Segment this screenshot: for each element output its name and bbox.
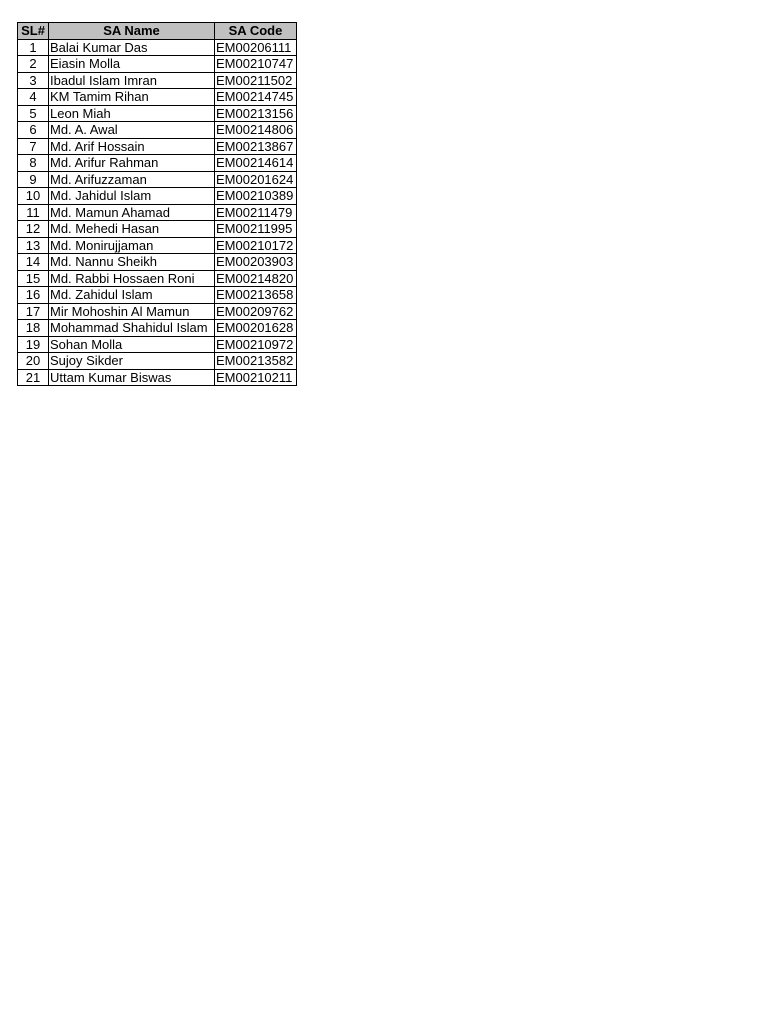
- cell-sl: 19: [18, 336, 49, 353]
- cell-sa-name: Mohammad Shahidul Islam: [49, 320, 215, 337]
- sa-list-table: [17, 22, 297, 386]
- cell-sa-code: EM00211479: [215, 204, 297, 221]
- table-row: [18, 353, 297, 370]
- cell-sa-name: Uttam Kumar Biswas: [49, 369, 215, 386]
- cell-sa-name: Md. Mehedi Hasan: [49, 221, 215, 238]
- cell-sa-name: Ibadul Islam Imran: [49, 72, 215, 89]
- table-row: [18, 188, 297, 205]
- table-row: [18, 105, 297, 122]
- cell-sa-code: EM00210389: [215, 188, 297, 205]
- cell-sl: 13: [18, 237, 49, 254]
- cell-sl: 18: [18, 320, 49, 337]
- cell-sa-code: EM00214745: [215, 89, 297, 106]
- cell-sl: 6: [18, 122, 49, 139]
- cell-sl: 4: [18, 89, 49, 106]
- header-sa-name: SA Name: [49, 23, 215, 40]
- cell-sl: 8: [18, 155, 49, 172]
- table-row: [18, 155, 297, 172]
- cell-sa-name: Md. Zahidul Islam: [49, 287, 215, 304]
- cell-sa-name: Mir Mohoshin Al Mamun: [49, 303, 215, 320]
- cell-sa-code: EM00206111: [215, 39, 297, 56]
- cell-sl: 11: [18, 204, 49, 221]
- table-row: [18, 336, 297, 353]
- table-body: [18, 39, 297, 386]
- cell-sa-code: EM00210172: [215, 237, 297, 254]
- cell-sl: 16: [18, 287, 49, 304]
- cell-sa-code: EM00214820: [215, 270, 297, 287]
- cell-sa-code: EM00214806: [215, 122, 297, 139]
- cell-sa-name: Md. Mamun Ahamad: [49, 204, 215, 221]
- cell-sa-code: EM00213658: [215, 287, 297, 304]
- header-sl: SL#: [18, 23, 49, 40]
- table-row: [18, 204, 297, 221]
- table-row: [18, 270, 297, 287]
- cell-sa-name: Md. Arifuzzaman: [49, 171, 215, 188]
- cell-sa-name: Md. Arifur Rahman: [49, 155, 215, 172]
- cell-sa-code: EM00201624: [215, 171, 297, 188]
- table-row: [18, 138, 297, 155]
- header-row: [18, 23, 297, 40]
- cell-sl: 17: [18, 303, 49, 320]
- cell-sl: 12: [18, 221, 49, 238]
- table-header: [18, 23, 297, 40]
- cell-sa-name: Md. Monirujjaman: [49, 237, 215, 254]
- cell-sa-name: Sujoy Sikder: [49, 353, 215, 370]
- cell-sl: 5: [18, 105, 49, 122]
- cell-sa-name: Md. Rabbi Hossaen Roni: [49, 270, 215, 287]
- table-row: [18, 221, 297, 238]
- table-row: [18, 171, 297, 188]
- cell-sl: 15: [18, 270, 49, 287]
- table-row: [18, 56, 297, 73]
- cell-sa-code: EM00209762: [215, 303, 297, 320]
- cell-sl: 3: [18, 72, 49, 89]
- table-row: [18, 237, 297, 254]
- table-row: [18, 287, 297, 304]
- cell-sl: 20: [18, 353, 49, 370]
- cell-sa-code: EM00210211: [215, 369, 297, 386]
- cell-sa-name: Leon Miah: [49, 105, 215, 122]
- table-row: [18, 122, 297, 139]
- table-row: [18, 369, 297, 386]
- cell-sa-code: EM00213156: [215, 105, 297, 122]
- cell-sa-code: EM00210972: [215, 336, 297, 353]
- header-sa-code: SA Code: [215, 23, 297, 40]
- cell-sa-code: EM00211995: [215, 221, 297, 238]
- cell-sa-name: Sohan Molla: [49, 336, 215, 353]
- cell-sa-name: KM Tamim Rihan: [49, 89, 215, 106]
- cell-sa-code: EM00214614: [215, 155, 297, 172]
- cell-sl: 9: [18, 171, 49, 188]
- table-row: [18, 72, 297, 89]
- cell-sa-name: Md. Jahidul Islam: [49, 188, 215, 205]
- cell-sl: 14: [18, 254, 49, 271]
- cell-sl: 10: [18, 188, 49, 205]
- cell-sa-code: EM00211502: [215, 72, 297, 89]
- cell-sa-name: Balai Kumar Das: [49, 39, 215, 56]
- table-row: [18, 320, 297, 337]
- cell-sl: 21: [18, 369, 49, 386]
- cell-sa-code: EM00203903: [215, 254, 297, 271]
- cell-sl: 2: [18, 56, 49, 73]
- cell-sa-code: EM00213867: [215, 138, 297, 155]
- cell-sl: 7: [18, 138, 49, 155]
- cell-sl: 1: [18, 39, 49, 56]
- table-row: [18, 89, 297, 106]
- cell-sa-code: EM00213582: [215, 353, 297, 370]
- cell-sa-name: Md. Nannu Sheikh: [49, 254, 215, 271]
- table-row: [18, 39, 297, 56]
- cell-sa-code: EM00210747: [215, 56, 297, 73]
- cell-sa-name: Md. Arif Hossain: [49, 138, 215, 155]
- table-row: [18, 303, 297, 320]
- cell-sa-name: Eiasin Molla: [49, 56, 215, 73]
- table-row: [18, 254, 297, 271]
- cell-sa-name: Md. A. Awal: [49, 122, 215, 139]
- cell-sa-code: EM00201628: [215, 320, 297, 337]
